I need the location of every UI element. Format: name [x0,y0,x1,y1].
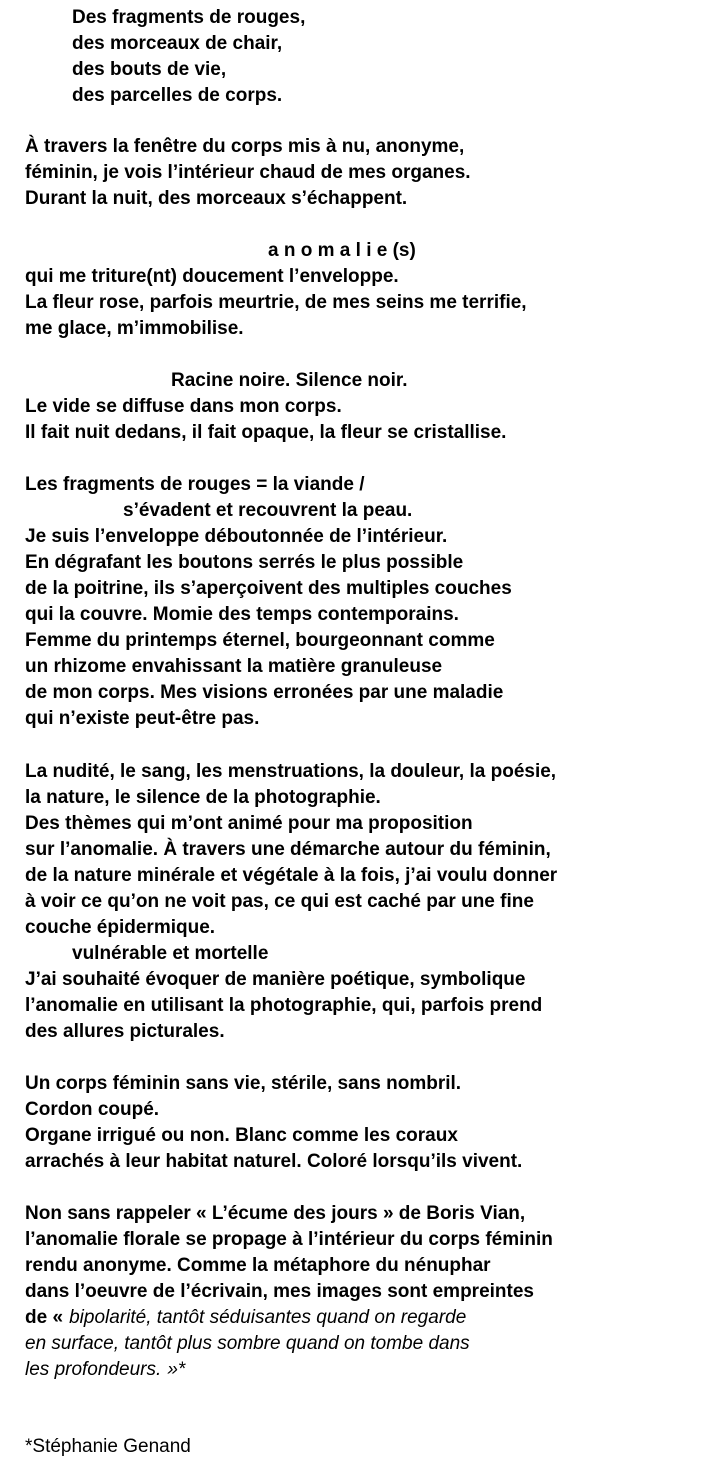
poem-line: Femme du printemps éternel, bourgeonnant comme [25,630,495,651]
poem-line: de la poitrine, ils s’aperçoivent des multiples couches [25,578,512,599]
poem-line: rendu anonyme. Comme la métaphore du nénuphar [25,1255,491,1276]
poem-line: couche épidermique. [25,917,216,938]
poem-line: de mon corps. Mes visions erronées par une maladie [25,682,504,703]
poem-line: à voir ce qu’on ne voit pas, ce qui est caché par une fine [25,891,534,912]
poem-line: Un corps féminin sans vie, stérile, sans nombril. [25,1073,462,1094]
poem-line: me glace, m’immobilise. [25,318,244,339]
poem-line: des allures picturales. [25,1021,225,1042]
quote-text: bipolarité, tantôt séduisantes quand on regarde [69,1307,467,1328]
quote-suffix: »* [167,1359,186,1380]
poem-line: Je suis l’enveloppe déboutonnée de l’intérieur. [25,526,448,547]
poem-line: Organe irrigué ou non. Blanc comme les coraux [25,1125,458,1146]
footnote: *Stéphanie Genand [25,1436,191,1457]
quote-line: en surface, tantôt plus sombre quand on tombe dans [25,1333,470,1354]
poem-line: En dégrafant les boutons serrés le plus possible [25,552,464,573]
poem-line: des parcelles de corps. [72,85,283,106]
poem-line: Les fragments de rouges = la viande / [25,474,365,495]
poem-line: l’anomalie florale se propage à l’intérieur du corps féminin [25,1229,553,1250]
poem-line: Il fait nuit dedans, il fait opaque, la fleur se cristallise. [25,422,507,443]
poem-line: À travers la fenêtre du corps mis à nu, anonyme, [25,136,465,157]
quote-line [25,1357,185,1383]
poem-line: Cordon coupé. [25,1099,160,1120]
poem-line: des bouts de vie, [72,59,227,80]
poem-line: qui la couvre. Momie des temps contemporains. [25,604,459,625]
poem-line: sur l’anomalie. À travers une démarche autour du féminin, [25,839,551,860]
poem-line: des morceaux de chair, [72,33,283,54]
poem-line: Non sans rappeler « L’écume des jours » de Boris Vian, [25,1203,526,1224]
poem-line: la nature, le silence de la photographie. [25,787,381,808]
poem-line: Durant la nuit, des morceaux s’échappent. [25,188,408,209]
centered-line: a n o m a l i e (s) [268,240,416,261]
poem-line: dans l’oeuvre de l’écrivain, mes images sont empreintes [25,1281,534,1302]
indented-line: vulnérable et mortelle [72,943,269,964]
poem-line: arrachés à leur habitat naturel. Coloré lorsqu’ils vivent. [25,1151,523,1172]
poem-line: féminin, je vois l’intérieur chaud de mes organes. [25,162,471,183]
centered-line: Racine noire. Silence noir. [171,370,408,391]
quote-line [25,1305,466,1331]
poem-line: un rhizome envahissant la matière granuleuse [25,656,443,677]
quote-text: les profondeurs. [25,1359,162,1380]
poem-line: l’anomalie en utilisant la photographie, qui, parfois prend [25,995,543,1016]
indented-line: s’évadent et recouvrent la peau. [123,500,413,521]
poem-line: J’ai souhaité évoquer de manière poétique, symbolique [25,969,526,990]
poem-line: Le vide se diffuse dans mon corps. [25,396,342,417]
poem-line: de la nature minérale et végétale à la fois, j’ai voulu donner [25,865,558,886]
poem-line: qui me triture(nt) doucement l’enveloppe. [25,266,399,287]
quote-prefix: de « [25,1307,64,1328]
poem-line: Des fragments de rouges, [72,7,306,28]
poem-line: La nudité, le sang, les menstruations, la douleur, la poésie, [25,761,557,782]
poem-line: La fleur rose, parfois meurtrie, de mes seins me terrifie, [25,292,527,313]
poem-line: qui n’existe peut-être pas. [25,708,260,729]
poem-line: Des thèmes qui m’ont animé pour ma proposition [25,813,473,834]
